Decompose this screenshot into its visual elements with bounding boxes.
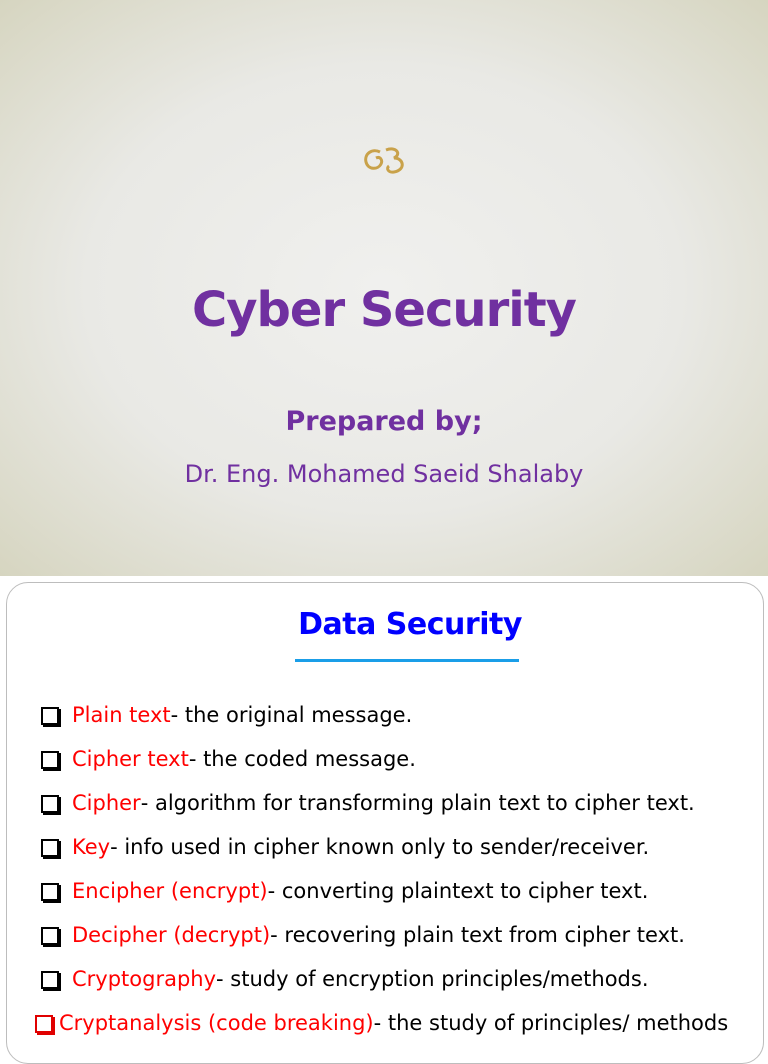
- flourish-ornament-icon: [96, 140, 668, 180]
- data-security-slide: [6, 582, 764, 1064]
- author-name: Dr. Eng. Mohamed Saeid Shalaby: [184, 460, 584, 488]
- list-item: [41, 913, 728, 957]
- checkbox-bullet-icon: [41, 751, 59, 769]
- term: Cipher text: [72, 747, 189, 771]
- prepared-by-label: Prepared by;: [285, 406, 483, 437]
- term: Cryptography: [72, 967, 217, 991]
- definition: - recovering plain text from cipher text.: [270, 923, 685, 947]
- definition: - converting plaintext to cipher text.: [267, 879, 649, 903]
- definition: - the original message.: [170, 703, 413, 727]
- title-underline: [295, 659, 519, 662]
- checkbox-bullet-icon: [41, 795, 59, 813]
- checkbox-bullet-icon: [41, 707, 59, 725]
- slide-title: Data Security: [298, 607, 522, 642]
- term: Encipher (encrypt): [72, 879, 268, 903]
- definition-list: [41, 693, 728, 1045]
- checkbox-bullet-icon: [35, 1015, 53, 1033]
- term: Cipher: [72, 791, 141, 815]
- term: Decipher (decrypt): [72, 923, 271, 947]
- list-item: [41, 693, 728, 737]
- slide-title: Cyber Security: [192, 282, 576, 338]
- list-item: [41, 869, 728, 913]
- term: Plain text: [72, 703, 171, 727]
- definition: - info used in cipher known only to sender/receiver.: [110, 835, 650, 859]
- checkbox-bullet-icon: [41, 971, 59, 989]
- list-item: [41, 781, 728, 825]
- checkbox-bullet-icon: [41, 883, 59, 901]
- list-item: [41, 737, 728, 781]
- list-item: [41, 957, 728, 1001]
- list-item: [35, 1001, 728, 1045]
- definition: - the coded message.: [188, 747, 416, 771]
- definition: - study of encryption principles/methods.: [216, 967, 649, 991]
- definition: - the study of principles/ methods: [373, 1011, 729, 1035]
- term: Cryptanalysis (code breaking): [59, 1011, 374, 1035]
- checkbox-bullet-icon: [41, 839, 59, 857]
- checkbox-bullet-icon: [41, 927, 59, 945]
- term: Key: [72, 835, 111, 859]
- list-item: [41, 825, 728, 869]
- definition: - algorithm for transforming plain text to cipher text.: [140, 791, 695, 815]
